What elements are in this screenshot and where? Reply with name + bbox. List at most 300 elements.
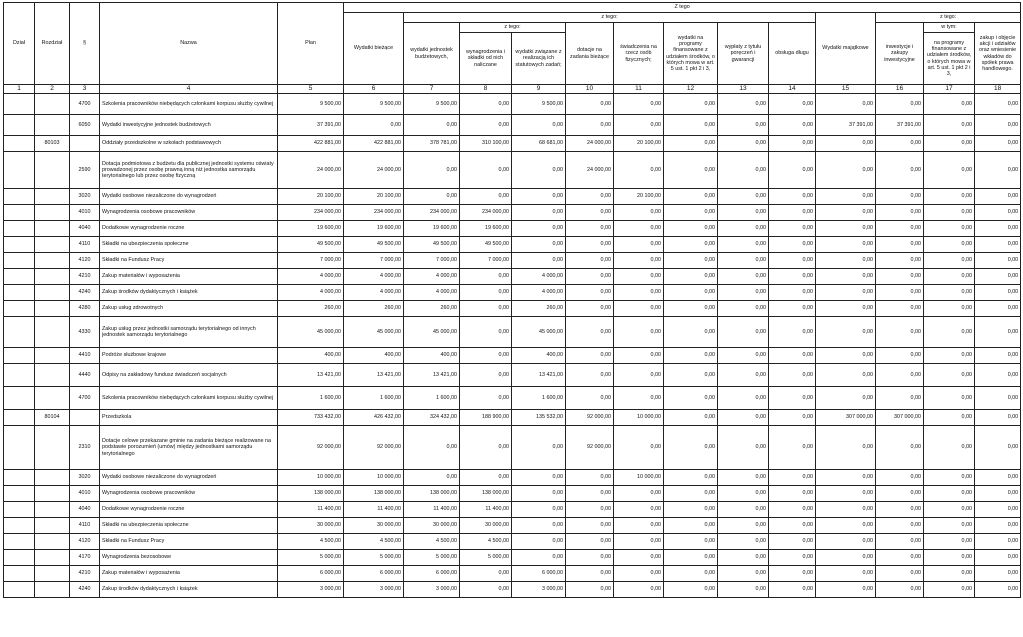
col-header-paragraf: § — [70, 3, 100, 85]
cell-wyplaty: 0,00 — [718, 269, 769, 285]
cell-rozdzial — [35, 189, 70, 205]
table-row — [4, 364, 1021, 387]
cell-wyplaty: 0,00 — [718, 317, 769, 348]
column-number: 9 — [512, 85, 566, 94]
cell-plan: 37 391,00 — [278, 115, 344, 136]
cell-swiadczenia: 0,00 — [614, 205, 664, 221]
cell-programy: 0,00 — [664, 237, 718, 253]
cell-inwestycje: 0,00 — [876, 387, 924, 410]
cell-inwestycje: 0,00 — [876, 534, 924, 550]
cell-paragraf: 6050 — [70, 115, 100, 136]
cell-rozdzial — [35, 221, 70, 237]
column-number: 15 — [816, 85, 876, 94]
cell-zakup-akcji: 0,00 — [975, 269, 1021, 285]
cell-plan: 20 100,00 — [278, 189, 344, 205]
table-row — [4, 348, 1021, 364]
column-number: 1 — [4, 85, 35, 94]
cell-programy-inwestycyjne: 0,00 — [924, 94, 975, 115]
cell-programy-inwestycyjne: 0,00 — [924, 301, 975, 317]
cell-rozdzial — [35, 502, 70, 518]
cell-rozdzial — [35, 253, 70, 269]
cell-dzial — [4, 269, 35, 285]
cell-wydatki-biezace: 4 000,00 — [344, 285, 404, 301]
cell-zakup-akcji: 0,00 — [975, 317, 1021, 348]
cell-paragraf: 4170 — [70, 550, 100, 566]
cell-wydatki-zwiazane: 0,00 — [512, 115, 566, 136]
cell-wynagrodzenia: 0,00 — [460, 582, 512, 598]
col-header-plan: Plan — [278, 3, 344, 85]
cell-wydatki-zwiazane: 260,00 — [512, 301, 566, 317]
cell-wyplaty: 0,00 — [718, 426, 769, 470]
cell-programy: 0,00 — [664, 566, 718, 582]
cell-wydatki-zwiazane: 1 600,00 — [512, 387, 566, 410]
cell-wydatki-jednostek: 400,00 — [404, 348, 460, 364]
cell-zakup-akcji: 0,00 — [975, 364, 1021, 387]
cell-dotacje: 0,00 — [566, 518, 614, 534]
cell-inwestycje: 0,00 — [876, 253, 924, 269]
cell-nazwa: Składki na ubezpieczenia społeczne — [100, 237, 278, 253]
cell-wydatki-zwiazane: 0,00 — [512, 518, 566, 534]
cell-swiadczenia: 0,00 — [614, 285, 664, 301]
cell-wydatki-majatkowe: 0,00 — [816, 253, 876, 269]
cell-dzial — [4, 205, 35, 221]
cell-nazwa: Wydatki osobowe niezaliczone do wynagrodzeń — [100, 470, 278, 486]
cell-rozdzial — [35, 566, 70, 582]
cell-zakup-akcji: 0,00 — [975, 426, 1021, 470]
cell-plan: 422 881,00 — [278, 136, 344, 152]
cell-plan: 6 000,00 — [278, 566, 344, 582]
cell-inwestycje: 0,00 — [876, 136, 924, 152]
cell-wydatki-zwiazane: 0,00 — [512, 486, 566, 502]
col-header-rozdzial: Rozdział — [35, 3, 70, 85]
cell-dotacje: 0,00 — [566, 189, 614, 205]
cell-dzial — [4, 237, 35, 253]
cell-dzial — [4, 582, 35, 598]
cell-paragraf: 4010 — [70, 205, 100, 221]
cell-zakup-akcji: 0,00 — [975, 221, 1021, 237]
cell-wydatki-majatkowe: 0,00 — [816, 205, 876, 221]
col-header-wydatki-jednostek: wydatki jednostek budżetowych, — [404, 23, 460, 85]
cell-programy: 0,00 — [664, 94, 718, 115]
cell-wydatki-biezace: 7 000,00 — [344, 253, 404, 269]
cell-zakup-akcji: 0,00 — [975, 470, 1021, 486]
cell-zakup-akcji: 0,00 — [975, 566, 1021, 582]
cell-programy-inwestycyjne: 0,00 — [924, 566, 975, 582]
header-w-tym: w tym: — [924, 23, 975, 33]
cell-rozdzial: 80103 — [35, 136, 70, 152]
cell-dotacje: 0,00 — [566, 317, 614, 348]
cell-wydatki-biezace: 4 000,00 — [344, 269, 404, 285]
cell-nazwa: Dotacja podmiotowa z budżetu dla publicznej jednostki systemu oświaty prowadzonej przez osobę prawną inną niż jednostka samorządu terytorialnego lub przez osobę fizyczną — [100, 152, 278, 189]
cell-nazwa: Zakup materiałów i wyposażenia — [100, 566, 278, 582]
column-number: 7 — [404, 85, 460, 94]
cell-inwestycje: 0,00 — [876, 205, 924, 221]
cell-wyplaty: 0,00 — [718, 285, 769, 301]
cell-swiadczenia: 0,00 — [614, 518, 664, 534]
cell-programy: 0,00 — [664, 486, 718, 502]
cell-dzial — [4, 502, 35, 518]
cell-swiadczenia: 0,00 — [614, 566, 664, 582]
cell-wydatki-biezace: 1 600,00 — [344, 387, 404, 410]
cell-wydatki-zwiazane: 400,00 — [512, 348, 566, 364]
cell-wydatki-majatkowe: 0,00 — [816, 94, 876, 115]
cell-programy: 0,00 — [664, 205, 718, 221]
cell-wydatki-zwiazane: 4 000,00 — [512, 285, 566, 301]
cell-programy-inwestycyjne: 0,00 — [924, 502, 975, 518]
cell-wydatki-zwiazane: 0,00 — [512, 470, 566, 486]
cell-wydatki-jednostek: 13 421,00 — [404, 364, 460, 387]
cell-wydatki-jednostek: 0,00 — [404, 152, 460, 189]
cell-paragraf: 4110 — [70, 518, 100, 534]
cell-paragraf: 4700 — [70, 94, 100, 115]
cell-wydatki-jednostek: 45 000,00 — [404, 317, 460, 348]
cell-inwestycje: 307 000,00 — [876, 410, 924, 426]
cell-wydatki-biezace: 4 500,00 — [344, 534, 404, 550]
cell-dotacje: 0,00 — [566, 253, 614, 269]
cell-paragraf: 4110 — [70, 237, 100, 253]
table-row — [4, 550, 1021, 566]
table-body — [4, 94, 1021, 598]
cell-nazwa: Przedszkola — [100, 410, 278, 426]
cell-programy: 0,00 — [664, 364, 718, 387]
cell-inwestycje: 0,00 — [876, 285, 924, 301]
cell-swiadczenia: 20 100,00 — [614, 136, 664, 152]
cell-paragraf: 4040 — [70, 502, 100, 518]
cell-wynagrodzenia: 0,00 — [460, 426, 512, 470]
cell-inwestycje: 0,00 — [876, 152, 924, 189]
cell-programy-inwestycyjne: 0,00 — [924, 550, 975, 566]
cell-paragraf: 4210 — [70, 269, 100, 285]
cell-wydatki-jednostek: 0,00 — [404, 189, 460, 205]
cell-wydatki-majatkowe: 0,00 — [816, 285, 876, 301]
cell-dotacje: 0,00 — [566, 269, 614, 285]
column-number: 6 — [344, 85, 404, 94]
cell-wyplaty: 0,00 — [718, 502, 769, 518]
cell-wynagrodzenia: 11 400,00 — [460, 502, 512, 518]
cell-wydatki-zwiazane: 4 000,00 — [512, 269, 566, 285]
column-number: 13 — [718, 85, 769, 94]
column-number-row — [4, 85, 1021, 94]
cell-zakup-akcji: 0,00 — [975, 502, 1021, 518]
cell-wynagrodzenia: 0,00 — [460, 301, 512, 317]
cell-wydatki-jednostek: 378 781,00 — [404, 136, 460, 152]
cell-programy: 0,00 — [664, 502, 718, 518]
cell-programy: 0,00 — [664, 136, 718, 152]
col-header-zakup-akcji: zakup i objęcie akcji i udziałów oraz wniesienie wkładów do spółek prawa handlowego. — [975, 23, 1021, 85]
cell-programy-inwestycyjne: 0,00 — [924, 285, 975, 301]
cell-wydatki-biezace: 400,00 — [344, 348, 404, 364]
table-row — [4, 518, 1021, 534]
col-header-dotacje: dotacje na zadania bieżące — [566, 23, 614, 85]
cell-wynagrodzenia: 7 000,00 — [460, 253, 512, 269]
cell-swiadczenia: 0,00 — [614, 269, 664, 285]
cell-wynagrodzenia: 0,00 — [460, 364, 512, 387]
table-row — [4, 269, 1021, 285]
cell-wydatki-jednostek: 234 000,00 — [404, 205, 460, 221]
cell-swiadczenia: 0,00 — [614, 115, 664, 136]
cell-wyplaty: 0,00 — [718, 237, 769, 253]
cell-programy: 0,00 — [664, 387, 718, 410]
cell-plan: 3 000,00 — [278, 582, 344, 598]
cell-inwestycje: 0,00 — [876, 94, 924, 115]
cell-wydatki-majatkowe: 37 391,00 — [816, 115, 876, 136]
cell-programy: 0,00 — [664, 317, 718, 348]
col-header-wyplaty: wypłaty z tytułu poręczeń i gwarancji — [718, 23, 769, 85]
cell-plan: 19 600,00 — [278, 221, 344, 237]
cell-wydatki-biezace: 234 000,00 — [344, 205, 404, 221]
cell-wydatki-zwiazane: 0,00 — [512, 189, 566, 205]
cell-dotacje: 24 000,00 — [566, 152, 614, 189]
cell-wydatki-jednostek: 0,00 — [404, 426, 460, 470]
cell-wynagrodzenia: 0,00 — [460, 94, 512, 115]
cell-programy-inwestycyjne: 0,00 — [924, 410, 975, 426]
cell-dzial — [4, 317, 35, 348]
cell-wydatki-jednostek: 4 000,00 — [404, 269, 460, 285]
cell-wydatki-biezace: 9 500,00 — [344, 94, 404, 115]
cell-plan: 7 000,00 — [278, 253, 344, 269]
cell-nazwa: Szkolenia pracowników niebędących członkami korpusu służby cywilnej — [100, 387, 278, 410]
cell-wydatki-majatkowe: 0,00 — [816, 486, 876, 502]
cell-plan: 10 000,00 — [278, 470, 344, 486]
cell-nazwa: Zakup usług przez jednostki samorządu terytorialnego od innych jednostek samorządu terytorialnego — [100, 317, 278, 348]
cell-programy: 0,00 — [664, 301, 718, 317]
cell-wynagrodzenia: 234 000,00 — [460, 205, 512, 221]
col-header-programy: wydatki na programy finansowane z udziałem środków, o których mowa w art. 5 ust. 1 pkt 2 i 3, — [664, 23, 718, 85]
cell-paragraf: 4040 — [70, 221, 100, 237]
cell-inwestycje: 0,00 — [876, 301, 924, 317]
header-z-tego-jednostek: z tego: — [460, 23, 566, 33]
table-row — [4, 301, 1021, 317]
cell-nazwa: Wynagrodzenia bezosobowe — [100, 550, 278, 566]
cell-wydatki-majatkowe: 0,00 — [816, 387, 876, 410]
cell-obsluga-dlugu: 0,00 — [769, 285, 816, 301]
cell-programy: 0,00 — [664, 152, 718, 189]
cell-programy-inwestycyjne: 0,00 — [924, 317, 975, 348]
cell-rozdzial — [35, 205, 70, 221]
cell-wynagrodzenia: 310 100,00 — [460, 136, 512, 152]
cell-programy: 0,00 — [664, 550, 718, 566]
cell-plan: 5 000,00 — [278, 550, 344, 566]
cell-obsluga-dlugu: 0,00 — [769, 518, 816, 534]
cell-wynagrodzenia: 5 000,00 — [460, 550, 512, 566]
cell-wyplaty: 0,00 — [718, 534, 769, 550]
cell-obsluga-dlugu: 0,00 — [769, 470, 816, 486]
cell-nazwa: Odpisy na zakładowy fundusz świadczeń socjalnych — [100, 364, 278, 387]
cell-wydatki-jednostek: 0,00 — [404, 470, 460, 486]
col-header-obsluga-dlugu: obsługa długu — [769, 23, 816, 85]
col-header-inwestycje: inwestycje i zakupy inwestycyjne — [876, 23, 924, 85]
cell-wyplaty: 0,00 — [718, 348, 769, 364]
cell-programy: 0,00 — [664, 253, 718, 269]
cell-wydatki-biezace: 426 432,00 — [344, 410, 404, 426]
cell-programy: 0,00 — [664, 348, 718, 364]
cell-wydatki-biezace: 3 000,00 — [344, 582, 404, 598]
cell-nazwa: Wydatki inwestycyjne jednostek budżetowych — [100, 115, 278, 136]
table-row — [4, 470, 1021, 486]
cell-nazwa: Szkolenia pracowników niebędących członkami korpusu służby cywilnej — [100, 94, 278, 115]
column-number: 14 — [769, 85, 816, 94]
cell-swiadczenia: 0,00 — [614, 317, 664, 348]
header-z-tego-top: Z tego — [344, 3, 1021, 13]
cell-nazwa: Podróże służbowe krajowe — [100, 348, 278, 364]
cell-zakup-akcji: 0,00 — [975, 301, 1021, 317]
cell-plan: 733 432,00 — [278, 410, 344, 426]
column-number: 2 — [35, 85, 70, 94]
cell-paragraf: 4240 — [70, 285, 100, 301]
cell-obsluga-dlugu: 0,00 — [769, 566, 816, 582]
cell-wynagrodzenia: 0,00 — [460, 566, 512, 582]
column-number: 3 — [70, 85, 100, 94]
cell-wydatki-biezace: 45 000,00 — [344, 317, 404, 348]
cell-plan: 49 500,00 — [278, 237, 344, 253]
cell-inwestycje: 0,00 — [876, 426, 924, 470]
cell-wydatki-jednostek: 138 000,00 — [404, 486, 460, 502]
cell-paragraf — [70, 410, 100, 426]
cell-programy: 0,00 — [664, 410, 718, 426]
cell-rozdzial — [35, 94, 70, 115]
cell-wynagrodzenia: 0,00 — [460, 285, 512, 301]
cell-dzial — [4, 426, 35, 470]
cell-obsluga-dlugu: 0,00 — [769, 534, 816, 550]
cell-wydatki-biezace: 260,00 — [344, 301, 404, 317]
cell-swiadczenia: 0,00 — [614, 253, 664, 269]
cell-rozdzial — [35, 426, 70, 470]
cell-programy: 0,00 — [664, 115, 718, 136]
cell-obsluga-dlugu: 0,00 — [769, 582, 816, 598]
cell-inwestycje: 37 391,00 — [876, 115, 924, 136]
column-number: 10 — [566, 85, 614, 94]
budget-expenditure-table — [3, 2, 1021, 598]
cell-wydatki-zwiazane: 0,00 — [512, 534, 566, 550]
cell-obsluga-dlugu: 0,00 — [769, 502, 816, 518]
cell-wynagrodzenia: 19 600,00 — [460, 221, 512, 237]
column-number: 4 — [100, 85, 278, 94]
table-row — [4, 486, 1021, 502]
cell-swiadczenia: 0,00 — [614, 426, 664, 470]
cell-dotacje: 0,00 — [566, 285, 614, 301]
cell-dotacje: 0,00 — [566, 387, 614, 410]
cell-nazwa: Dodatkowe wynagrodzenie roczne — [100, 221, 278, 237]
cell-swiadczenia: 0,00 — [614, 486, 664, 502]
cell-plan: 4 500,00 — [278, 534, 344, 550]
col-header-wynagrodzenia: wynagrodzenia i składki od nich naliczane — [460, 33, 512, 85]
cell-swiadczenia: 10 000,00 — [614, 410, 664, 426]
cell-dotacje: 92 000,00 — [566, 410, 614, 426]
cell-wydatki-majatkowe: 0,00 — [816, 189, 876, 205]
cell-wydatki-zwiazane: 0,00 — [512, 502, 566, 518]
cell-wydatki-majatkowe: 0,00 — [816, 269, 876, 285]
cell-wydatki-zwiazane: 0,00 — [512, 221, 566, 237]
cell-paragraf: 3020 — [70, 189, 100, 205]
cell-nazwa: Wydatki osobowe niezaliczone do wynagrodzeń — [100, 189, 278, 205]
cell-swiadczenia: 20 100,00 — [614, 189, 664, 205]
cell-obsluga-dlugu: 0,00 — [769, 115, 816, 136]
cell-programy-inwestycyjne: 0,00 — [924, 518, 975, 534]
cell-plan: 30 000,00 — [278, 518, 344, 534]
cell-wydatki-jednostek: 260,00 — [404, 301, 460, 317]
table-row — [4, 317, 1021, 348]
cell-paragraf: 4210 — [70, 566, 100, 582]
cell-programy-inwestycyjne: 0,00 — [924, 470, 975, 486]
cell-programy-inwestycyjne: 0,00 — [924, 152, 975, 189]
cell-wynagrodzenia: 188 900,00 — [460, 410, 512, 426]
cell-wyplaty: 0,00 — [718, 582, 769, 598]
table-row — [4, 152, 1021, 189]
cell-programy-inwestycyjne: 0,00 — [924, 253, 975, 269]
cell-wydatki-zwiazane: 0,00 — [512, 152, 566, 189]
cell-programy: 0,00 — [664, 269, 718, 285]
cell-wydatki-biezace: 422 881,00 — [344, 136, 404, 152]
cell-swiadczenia: 0,00 — [614, 534, 664, 550]
cell-dotacje: 0,00 — [566, 550, 614, 566]
cell-dotacje: 0,00 — [566, 237, 614, 253]
col-header-wydatki-majatkowe: Wydatki majątkowe — [816, 13, 876, 85]
cell-nazwa: Składki na ubezpieczenia społeczne — [100, 518, 278, 534]
cell-inwestycje: 0,00 — [876, 566, 924, 582]
cell-obsluga-dlugu: 0,00 — [769, 94, 816, 115]
column-number: 12 — [664, 85, 718, 94]
cell-plan: 4 000,00 — [278, 269, 344, 285]
cell-plan: 92 000,00 — [278, 426, 344, 470]
cell-rozdzial — [35, 317, 70, 348]
cell-zakup-akcji: 0,00 — [975, 115, 1021, 136]
cell-paragraf: 4010 — [70, 486, 100, 502]
table-row — [4, 189, 1021, 205]
cell-wyplaty: 0,00 — [718, 518, 769, 534]
cell-wydatki-jednostek: 6 000,00 — [404, 566, 460, 582]
cell-programy-inwestycyjne: 0,00 — [924, 237, 975, 253]
cell-zakup-akcji: 0,00 — [975, 237, 1021, 253]
cell-rozdzial — [35, 348, 70, 364]
cell-dzial — [4, 115, 35, 136]
cell-plan: 234 000,00 — [278, 205, 344, 221]
cell-obsluga-dlugu: 0,00 — [769, 387, 816, 410]
cell-wynagrodzenia: 0,00 — [460, 189, 512, 205]
col-header-nazwa: Nazwa — [100, 3, 278, 85]
cell-wynagrodzenia: 138 000,00 — [460, 486, 512, 502]
cell-wynagrodzenia: 0,00 — [460, 152, 512, 189]
cell-programy-inwestycyjne: 0,00 — [924, 387, 975, 410]
cell-zakup-akcji: 0,00 — [975, 550, 1021, 566]
cell-swiadczenia: 0,00 — [614, 364, 664, 387]
cell-wyplaty: 0,00 — [718, 486, 769, 502]
cell-zakup-akcji: 0,00 — [975, 205, 1021, 221]
cell-obsluga-dlugu: 0,00 — [769, 426, 816, 470]
cell-nazwa: Wynagrodzenia osobowe pracowników — [100, 486, 278, 502]
cell-rozdzial — [35, 152, 70, 189]
cell-dzial — [4, 534, 35, 550]
cell-wyplaty: 0,00 — [718, 470, 769, 486]
cell-dzial — [4, 253, 35, 269]
cell-dotacje: 0,00 — [566, 348, 614, 364]
cell-obsluga-dlugu: 0,00 — [769, 550, 816, 566]
column-number: 8 — [460, 85, 512, 94]
cell-wydatki-majatkowe: 0,00 — [816, 426, 876, 470]
table-row — [4, 94, 1021, 115]
cell-dotacje: 0,00 — [566, 534, 614, 550]
cell-zakup-akcji: 0,00 — [975, 285, 1021, 301]
cell-dzial — [4, 486, 35, 502]
cell-rozdzial — [35, 387, 70, 410]
cell-programy-inwestycyjne: 0,00 — [924, 348, 975, 364]
cell-dzial — [4, 387, 35, 410]
cell-wyplaty: 0,00 — [718, 387, 769, 410]
cell-rozdzial — [35, 550, 70, 566]
cell-wydatki-zwiazane: 3 000,00 — [512, 582, 566, 598]
cell-programy-inwestycyjne: 0,00 — [924, 269, 975, 285]
cell-dotacje: 0,00 — [566, 115, 614, 136]
cell-dzial — [4, 470, 35, 486]
